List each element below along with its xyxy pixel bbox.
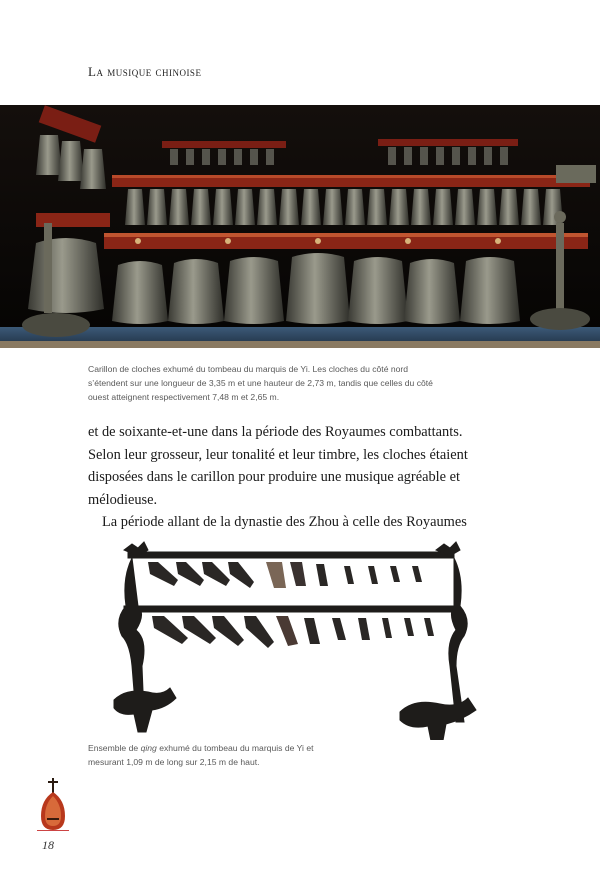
caption-line [88, 741, 314, 755]
caption-line: mesurant 1,09 m de long sur 2,15 m de haut. [88, 757, 260, 767]
caption-line: Carillon de cloches exhumé du tombeau du marquis de Yi. Les cloches du côté nord [88, 364, 409, 374]
page-number: 18 [42, 838, 54, 852]
running-header: La musique chinoise [88, 64, 202, 79]
footer-rule [37, 830, 69, 831]
caption-suffix: exhumé du tombeau du marquis de Yi et [156, 743, 314, 753]
caption-line: ouest atteignent respectivement 7,48 m et 2,65 m. [88, 392, 280, 402]
pipa-instrument-icon [38, 778, 68, 832]
figure2-caption [88, 741, 314, 769]
caption-prefix: Ensemble de [88, 743, 141, 753]
figure1-caption [88, 362, 433, 404]
bell-carillon-photo [0, 105, 600, 348]
caption-line: s’étendent sur une longueur de 3,35 m et une hauteur de 2,73 m, tandis que celles du côté [88, 378, 433, 388]
qing-chime-photo [106, 540, 486, 740]
paragraph: La période allant de la dynastie des Zhou à celle des Royaumes [102, 514, 467, 530]
caption-italic-term: qing [140, 743, 157, 753]
paragraph: et de soixante-et-une dans la période des Royaumes combattants. Selon leur grosseur, leur tonalité et leur timbre, les cloches étaient disposées dans le carillon pour produire une musique agréable et mélodieuse. [88, 424, 468, 508]
body-text [88, 421, 480, 534]
